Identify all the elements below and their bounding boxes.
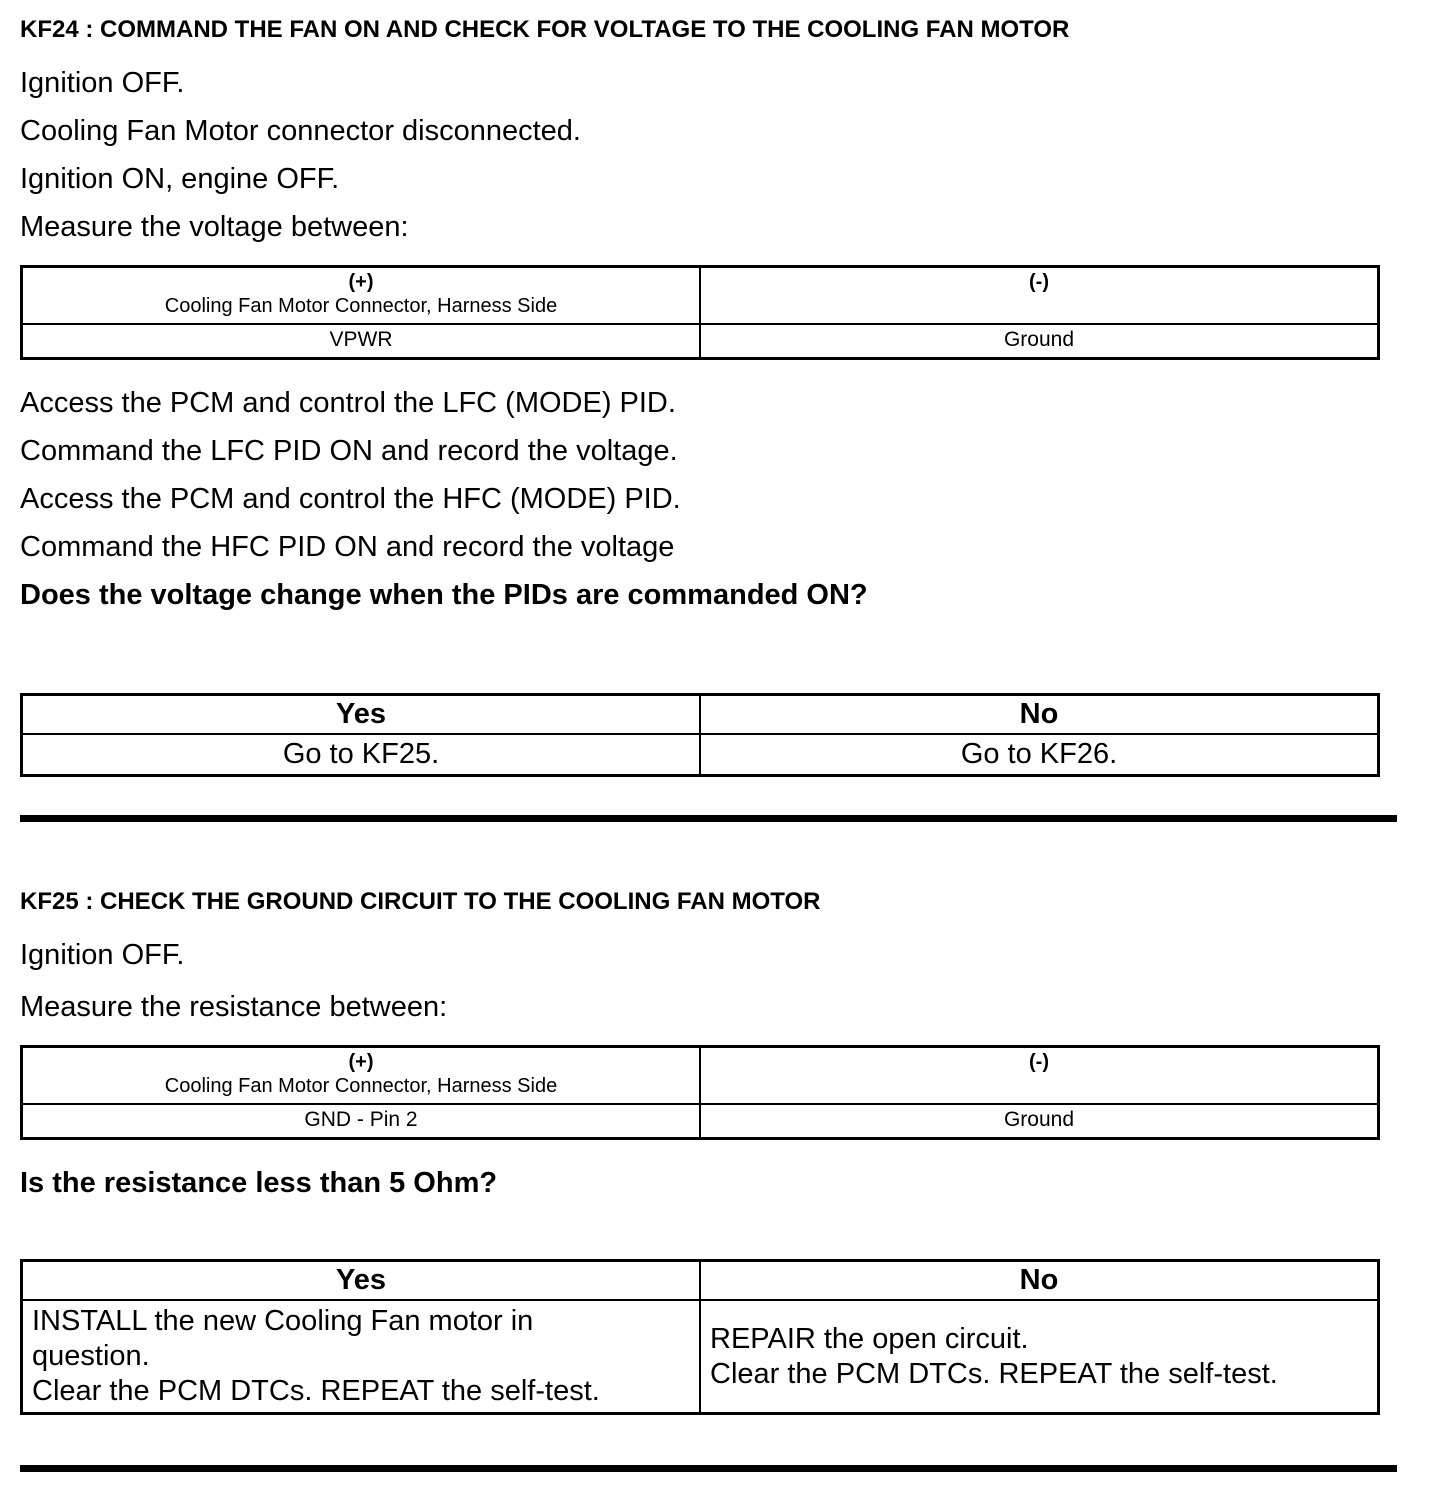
yes-action-line: INSTALL the new Cooling Fan motor in question. xyxy=(32,1305,534,1372)
plus-desc-label: Cooling Fan Motor Connector, Harness Side xyxy=(164,1075,558,1097)
kf25-decision-table xyxy=(20,1259,1380,1415)
no-action-line: Clear the PCM DTCs. REPEAT the self-test. xyxy=(710,1357,1278,1390)
section-kf25 xyxy=(20,888,1397,1415)
plus-header-cell xyxy=(22,1047,701,1105)
no-header: No xyxy=(700,1261,1379,1301)
kf24-question: Does the voltage change when the PIDs are commanded ON? xyxy=(20,579,868,611)
decision-action-row xyxy=(22,1300,1379,1414)
yes-header: Yes xyxy=(22,1261,701,1301)
decision-header-row xyxy=(22,1261,1379,1301)
instruction-line: Cooling Fan Motor connector disconnected. xyxy=(20,115,581,147)
section-divider xyxy=(20,815,1397,822)
kf25-question: Is the resistance less than 5 Ohm? xyxy=(20,1167,498,1199)
instruction-line: Ignition OFF. xyxy=(20,67,185,99)
yes-header: Yes xyxy=(22,695,701,735)
minus-value-cell xyxy=(700,1104,1379,1139)
table-header-row xyxy=(22,1047,1379,1105)
plus-value: GND - Pin 2 xyxy=(304,1108,418,1131)
kf25-measure-table xyxy=(20,1045,1380,1140)
yes-action-cell: Go to KF25. xyxy=(22,734,701,776)
instruction-line: Command the LFC PID ON and record the voltage. xyxy=(20,435,678,467)
decision-action-row xyxy=(22,734,1379,776)
kf24-heading: KF24 : COMMAND THE FAN ON AND CHECK FOR VOLTAGE TO THE COOLING FAN MOTOR xyxy=(20,16,1070,43)
table-row xyxy=(22,1104,1379,1139)
minus-value: Ground xyxy=(1003,1108,1075,1131)
yes-action-line: Clear the PCM DTCs. REPEAT the self-test. xyxy=(32,1375,600,1407)
instruction-line: Access the PCM and control the LFC (MODE) PID. xyxy=(20,387,676,419)
decision-header-row xyxy=(22,695,1379,735)
yes-action-cell xyxy=(22,1300,701,1414)
instruction-line: Ignition ON, engine OFF. xyxy=(20,163,340,195)
plus-value: VPWR xyxy=(329,328,393,351)
plus-sign-label: (+) xyxy=(348,271,374,293)
minus-sign-label: (-) xyxy=(1029,271,1049,293)
instruction-line: Measure the resistance between: xyxy=(20,991,448,1023)
plus-sign-label: (+) xyxy=(348,1051,374,1073)
plus-header-cell xyxy=(22,267,701,325)
plus-value-cell xyxy=(22,1104,701,1139)
instruction-line: Command the HFC PID ON and record the voltage xyxy=(20,531,675,563)
section-kf24 xyxy=(20,16,1397,777)
plus-value-cell xyxy=(22,324,701,359)
instruction-line: Ignition OFF. xyxy=(20,939,185,971)
minus-header-cell xyxy=(700,267,1379,325)
table-row xyxy=(22,324,1379,359)
instruction-line: Measure the voltage between: xyxy=(20,211,409,243)
bottom-divider xyxy=(20,1465,1397,1472)
kf24-measure-table xyxy=(20,265,1380,360)
kf25-heading: KF25 : CHECK THE GROUND CIRCUIT TO THE COOLING FAN MOTOR xyxy=(20,888,821,915)
minus-header-cell xyxy=(700,1047,1379,1105)
no-header: No xyxy=(700,695,1379,735)
kf24-decision-table xyxy=(20,693,1380,777)
no-action-line: REPAIR the open circuit. xyxy=(710,1322,1029,1355)
no-action-cell xyxy=(700,1300,1379,1414)
plus-desc-label: Cooling Fan Motor Connector, Harness Side xyxy=(164,295,558,317)
minus-sign-label: (-) xyxy=(1029,1051,1049,1073)
no-action-cell: Go to KF26. xyxy=(700,734,1379,776)
minus-value: Ground xyxy=(1003,328,1075,351)
minus-value-cell xyxy=(700,324,1379,359)
table-header-row xyxy=(22,267,1379,325)
instruction-line: Access the PCM and control the HFC (MODE) PID. xyxy=(20,483,681,515)
